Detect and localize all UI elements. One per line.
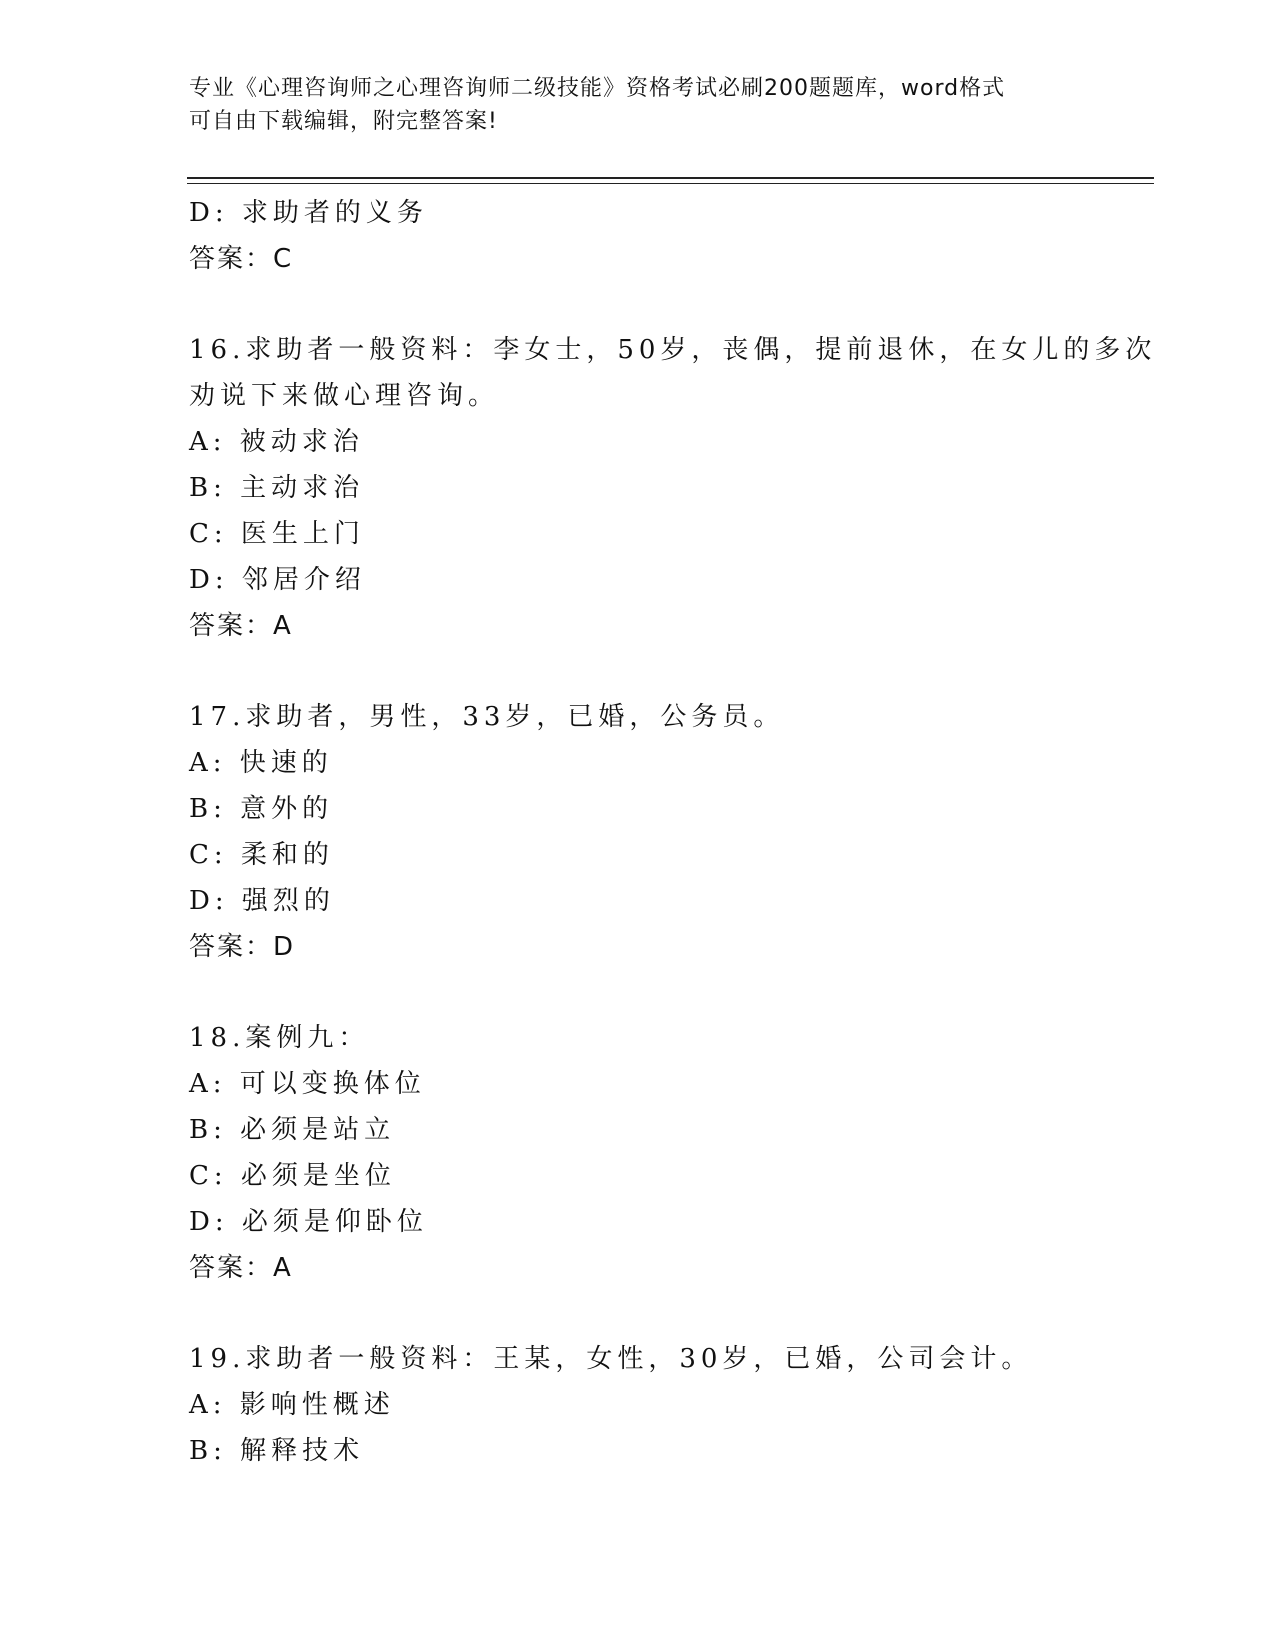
answer-line: 答案：C (189, 244, 294, 274)
question-15-tail (189, 190, 1109, 282)
option-b: B: 意外的 (189, 794, 334, 824)
option-c: C: 柔和的 (189, 840, 334, 870)
header-line-1: 专业《心理咨询师之心理咨询师二级技能》资格考试必刷200题题库，word格式 (189, 76, 1006, 101)
option-b: B: 解释技术 (189, 1436, 365, 1466)
option-c: C: 必须是坐位 (189, 1161, 396, 1191)
option-a: A: 影响性概述 (189, 1390, 395, 1420)
answer-line: 答案：A (189, 611, 293, 641)
spacer (189, 1291, 1109, 1336)
spacer (189, 970, 1109, 1015)
question-stem-line: 16.求助者一般资料：李女士，50岁，丧偶，提前退休，在女儿的多次 (189, 335, 1157, 365)
question-stem-line: 17.求助者，男性，33岁，已婚，公务员。 (189, 702, 785, 732)
option-d: D: 必须是仰卧位 (189, 1207, 428, 1237)
option-a: A: 快速的 (189, 748, 333, 778)
spacer (189, 282, 1109, 327)
option-b: B: 主动求治 (189, 473, 365, 503)
question-stem-line: 18.案例九： (189, 1023, 370, 1053)
question-stem-line: 19.求助者一般资料：王某，女性，30岁，已婚，公司会计。 (189, 1344, 1033, 1374)
option-a: A: 被动求治 (189, 427, 364, 457)
option-b: B: 必须是站立 (189, 1115, 396, 1145)
option-d: D: 求助者的义务 (189, 198, 428, 228)
option-c: C: 医生上门 (189, 519, 365, 549)
header-rule-thin (187, 183, 1154, 184)
header-rule-thick (187, 177, 1154, 179)
spacer (189, 649, 1109, 694)
answer-line: 答案：D (189, 932, 296, 962)
question-list (189, 190, 1157, 1474)
question-stem-line: 劝说下来做心理咨询。 (189, 381, 500, 411)
option-d: D: 邻居介绍 (189, 565, 366, 595)
header-line-2: 可自由下载编辑，附完整答案! (189, 109, 498, 134)
question-16 (189, 327, 1157, 649)
answer-line: 答案：A (189, 1253, 293, 1283)
question-18 (189, 1015, 1109, 1291)
question-17 (189, 694, 1109, 970)
option-d: D: 强烈的 (189, 886, 335, 916)
option-a: A: 可以变换体位 (189, 1069, 426, 1099)
document-header (189, 72, 1089, 138)
question-19 (189, 1336, 1109, 1474)
